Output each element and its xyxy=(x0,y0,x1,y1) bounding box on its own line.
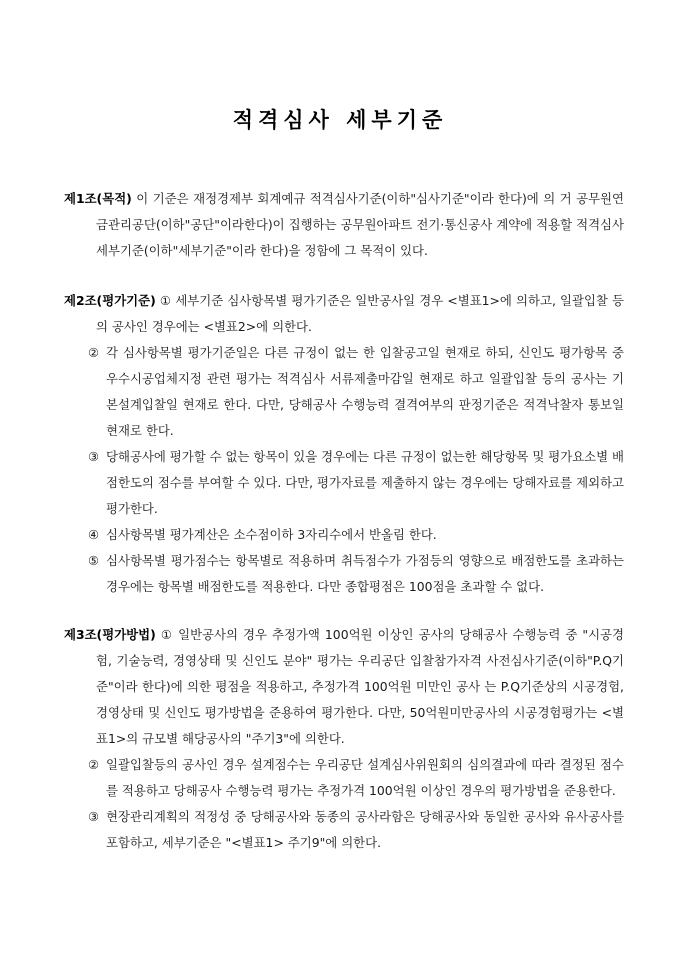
clause-item xyxy=(88,340,624,444)
article-2 xyxy=(64,288,624,600)
clause-item xyxy=(88,752,624,804)
article-lead-text: ① 세부기준 심사항목별 평가기준은 일반공사일 경우 <별표1>에 의하고, 일괄입찰 등의 공사인 경우에는 <별표2>에 의한다. xyxy=(96,293,624,334)
article-heading: 제2조(평가기준) xyxy=(64,293,156,308)
clause-number: ③ xyxy=(88,449,100,464)
article-lead xyxy=(64,186,624,264)
clause-item xyxy=(88,522,624,548)
clause-item xyxy=(88,444,624,522)
clause-item xyxy=(88,548,624,600)
article-lead xyxy=(64,288,624,340)
article-lead-text: ① 일반공사의 경우 추정가액 100억원 이상인 공사의 당해공사 수행능력 중 "시공경험, 기술능력, 경영상태 및 신인도 분야" 평가는 우리공단 입찰참가자격 사전심사기준(이하"P.Q기준"이라 한다)에 의한 평점을 적용하고, 추정가격 100억원 미만인 공사 는 P.Q기준상의 시공경험, 경영상태 및 신인도 평가방법을 준용하여 평가한다. 다만, 50억원미만공사의 시공경험평가는 <별표1>의 규모별 해당공사의 "주기3"에 의한다. xyxy=(96,627,624,746)
article-3 xyxy=(64,622,624,856)
clause-number: ② xyxy=(88,757,100,772)
clause-number: ④ xyxy=(88,527,100,542)
article-heading: 제3조(평가방법) xyxy=(64,627,156,642)
clause-text: 심사항목별 평가점수는 항목별로 적용하며 취득점수가 가점등의 영향으로 배점한도를 초과하는 경우에는 항목별 배점한도를 적용한다. 다만 종합평점은 100점을 초과할 수 없다. xyxy=(106,553,624,594)
article-1 xyxy=(64,186,624,264)
clause-text: 현장관리계획의 적정성 중 당해공사와 동종의 공사라함은 당해공사와 동일한 공사와 유사공사를 포함하고, 세부기준은 "<별표1> 주기9"에 의한다. xyxy=(106,809,624,850)
clause-number: ③ xyxy=(88,809,100,824)
clause-text: 일괄입찰등의 공사인 경우 설계점수는 우리공단 설계심사위원회의 심의결과에 따라 결정된 점수를 적용하고 당해공사 수행능력 평가는 추정가격 100억원 이상인 경우의 평가방법을 준용한다. xyxy=(106,757,624,798)
clause-item xyxy=(88,804,624,856)
clause-text: 심사항목별 평가계산은 소수점이하 3자리수에서 반올림 한다. xyxy=(106,527,437,542)
clause-number: ⑤ xyxy=(88,553,100,568)
clause-text: 각 심사항목별 평가기준일은 다른 규정이 없는 한 입찰공고일 현재로 하되, 신인도 평가항목 중 우수시공업체지정 관련 평가는 적격심사 서류제출마감일 현재로 하고 일괄입찰 등의 공사는 기본설계입찰일 현재로 한다. 다만, 당해공사 수행능력 결격여부의 판정기준은 적격낙찰자 통보일 현재로 한다. xyxy=(106,345,624,438)
clause-text: 당해공사에 평가할 수 없는 항목이 있을 경우에는 다른 규정이 없는한 해당항목 및 평가요소별 배점한도의 점수를 부여할 수 있다. 다만, 평가자료를 제출하지 않는 경우에는 당해자료를 제외하고 평가한다. xyxy=(106,449,625,516)
document-title: 적격심사 세부기준 xyxy=(232,107,448,132)
article-heading: 제1조(목적) xyxy=(64,191,132,206)
clause-number: ② xyxy=(88,345,100,360)
article-lead-text: 이 기준은 재정경제부 회계예규 적격심사기준(이하"심사기준"이라 한다)에 의 거 공무원연금관리공단(이하"공단"이라한다)이 집행하는 공무원아파트 전기·통신공사 계약에 적용할 적격심사 세부기준(이하"세부기준"이라 한다)을 정함에 그 목적이 있다. xyxy=(96,191,624,258)
article-lead xyxy=(64,622,624,752)
